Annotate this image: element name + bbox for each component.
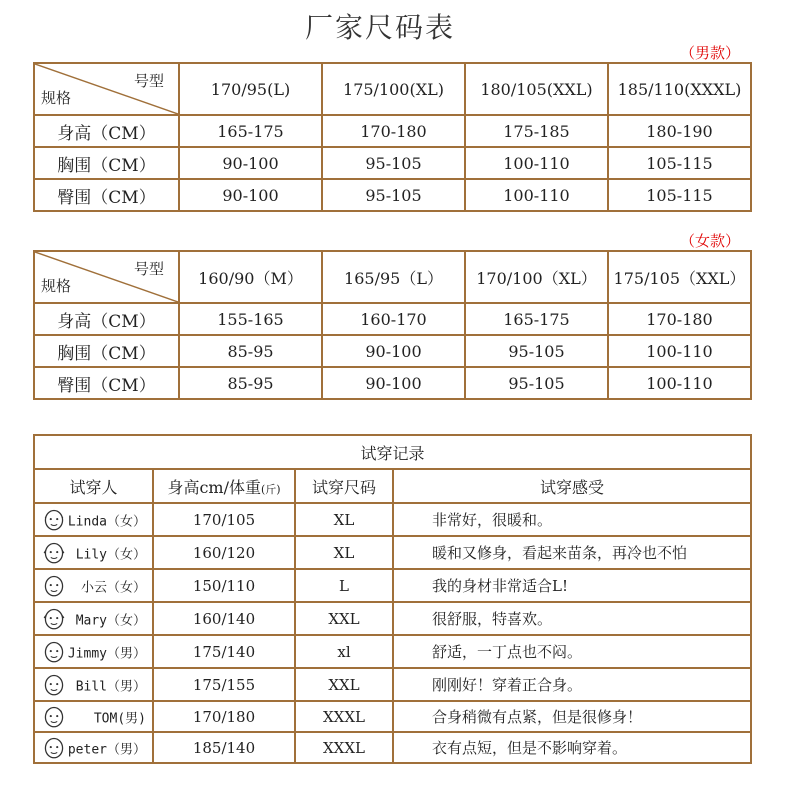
row-label: 身高（CM） xyxy=(34,115,179,147)
table-cell: 100-110 xyxy=(608,367,751,399)
size-header: 185/110(XXXL) xyxy=(608,63,751,115)
trial-record-table xyxy=(33,434,752,764)
tester-name: TOM(男) xyxy=(93,711,146,726)
women-size-table xyxy=(33,250,752,400)
feeling-cell: 合身稍微有点紧，但是很修身！ xyxy=(393,701,751,732)
table-cell: 100-110 xyxy=(465,179,608,211)
table-cell: 100-110 xyxy=(465,147,608,179)
table-cell: 90-100 xyxy=(322,335,465,367)
table-cell: 90-100 xyxy=(179,179,322,211)
corner-bottom-label: 规格 xyxy=(41,89,72,107)
header-feeling: 试穿感受 xyxy=(393,469,751,503)
avatar-icon xyxy=(39,602,69,635)
feeling-cell: 非常好，很暖和。 xyxy=(393,503,751,536)
table-cell: 95-105 xyxy=(465,335,608,367)
corner-bottom-label: 规格 xyxy=(41,277,72,295)
corner-top-label: 号型 xyxy=(133,72,164,90)
table-row xyxy=(34,635,751,668)
height-weight-cell: 170/105 xyxy=(153,503,295,536)
table-cell: 180-190 xyxy=(608,115,751,147)
avatar-icon xyxy=(39,668,69,701)
tester-cell xyxy=(34,602,153,635)
women-tag: （女款） xyxy=(680,232,741,250)
table-row xyxy=(34,602,751,635)
tester-cell xyxy=(34,635,153,668)
feeling-cell: 我的身材非常适合L! xyxy=(393,569,751,602)
tester-name: Jimmy（男） xyxy=(67,646,146,661)
table-row xyxy=(34,503,751,536)
size-cell: XXXL xyxy=(295,732,393,763)
row-label: 臀围（CM） xyxy=(34,367,179,399)
table-cell: 175-185 xyxy=(465,115,608,147)
size-cell: XXXL xyxy=(295,701,393,732)
tester-name: peter（男） xyxy=(67,742,146,757)
table-cell: 155-165 xyxy=(179,303,322,335)
tester-cell xyxy=(34,701,153,732)
page-title: 厂家尺码表 xyxy=(304,11,455,44)
header-unit: (斤) xyxy=(260,482,281,496)
size-cell: XL xyxy=(295,503,393,536)
tester-name: Mary（女） xyxy=(75,613,146,628)
height-weight-cell: 170/180 xyxy=(153,701,295,732)
avatar-icon xyxy=(39,732,69,763)
feeling-cell: 刚刚好！穿着正合身。 xyxy=(393,668,751,701)
tester-cell xyxy=(34,503,153,536)
table-cell: 165-175 xyxy=(465,303,608,335)
size-header: 170/100（XL） xyxy=(465,251,608,303)
table-cell: 170-180 xyxy=(322,115,465,147)
tester-name: 小云（女） xyxy=(80,580,146,595)
size-header: 160/90（M） xyxy=(179,251,322,303)
height-weight-cell: 185/140 xyxy=(153,732,295,763)
table-row xyxy=(34,569,751,602)
tester-name: Bill（男） xyxy=(75,679,146,694)
corner-cell xyxy=(34,251,179,303)
size-cell: XXL xyxy=(295,602,393,635)
tester-cell xyxy=(34,732,153,763)
table-cell: 95-105 xyxy=(322,179,465,211)
header-height-weight xyxy=(153,469,295,503)
avatar-icon xyxy=(39,569,69,602)
table-cell: 100-110 xyxy=(608,335,751,367)
avatar-icon xyxy=(39,503,69,536)
height-weight-cell: 175/155 xyxy=(153,668,295,701)
trial-title: 试穿记录 xyxy=(34,435,751,469)
height-weight-cell: 175/140 xyxy=(153,635,295,668)
table-cell: 105-115 xyxy=(608,147,751,179)
tester-cell xyxy=(34,536,153,569)
row-label: 臀围（CM） xyxy=(34,179,179,211)
table-cell: 105-115 xyxy=(608,179,751,211)
corner-top-label: 号型 xyxy=(133,260,164,278)
corner-cell xyxy=(34,63,179,115)
table-cell: 170-180 xyxy=(608,303,751,335)
size-header: 170/95(L) xyxy=(179,63,322,115)
table-cell: 95-105 xyxy=(322,147,465,179)
size-header: 180/105(XXL) xyxy=(465,63,608,115)
table-row xyxy=(34,536,751,569)
size-cell: XXL xyxy=(295,668,393,701)
size-cell: L xyxy=(295,569,393,602)
size-cell: xl xyxy=(295,635,393,668)
feeling-cell: 暖和又修身，看起来苗条，再冷也不怕 xyxy=(393,536,751,569)
tester-cell xyxy=(34,569,153,602)
table-cell: 165-175 xyxy=(179,115,322,147)
feeling-cell: 舒适，一丁点也不闷。 xyxy=(393,635,751,668)
table-cell: 85-95 xyxy=(179,367,322,399)
table-cell: 95-105 xyxy=(465,367,608,399)
size-cell: XL xyxy=(295,536,393,569)
row-label: 身高（CM） xyxy=(34,303,179,335)
tester-name: Lily（女） xyxy=(75,547,146,562)
table-cell: 160-170 xyxy=(322,303,465,335)
tester-name: Linda（女） xyxy=(67,514,146,529)
table-cell: 85-95 xyxy=(179,335,322,367)
table-cell: 90-100 xyxy=(322,367,465,399)
table-cell: 90-100 xyxy=(179,147,322,179)
size-header: 175/100(XL) xyxy=(322,63,465,115)
height-weight-cell: 160/120 xyxy=(153,536,295,569)
table-row xyxy=(34,732,751,763)
header-person: 试穿人 xyxy=(34,469,153,503)
size-header: 175/105（XXL） xyxy=(608,251,751,303)
avatar-icon xyxy=(39,701,69,732)
size-header: 165/95（L） xyxy=(322,251,465,303)
height-weight-cell: 160/140 xyxy=(153,602,295,635)
table-row xyxy=(34,668,751,701)
header-height-weight-label: 身高cm/体重 xyxy=(167,477,261,497)
feeling-cell: 衣有点短，但是不影响穿着。 xyxy=(393,732,751,763)
height-weight-cell: 150/110 xyxy=(153,569,295,602)
men-tag: （男款） xyxy=(680,44,741,62)
table-row xyxy=(34,701,751,732)
row-label: 胸围（CM） xyxy=(34,147,179,179)
avatar-icon xyxy=(39,536,69,569)
row-label: 胸围（CM） xyxy=(34,335,179,367)
men-size-table xyxy=(33,62,752,212)
feeling-cell: 很舒服，特喜欢。 xyxy=(393,602,751,635)
tester-cell xyxy=(34,668,153,701)
header-size: 试穿尺码 xyxy=(295,469,393,503)
avatar-icon xyxy=(39,635,69,668)
